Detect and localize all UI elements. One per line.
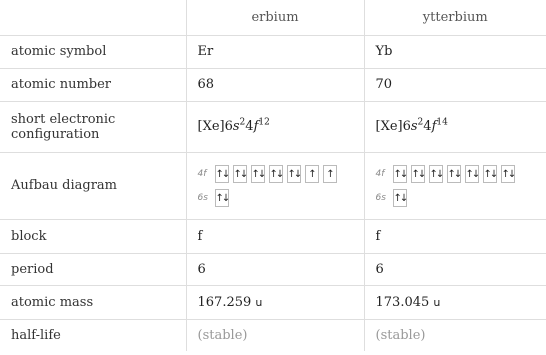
column-header-ytterbium: ytterbium [364, 0, 546, 35]
orbital-box: ↑↓ [411, 165, 425, 183]
row-aufbau-diagram [0, 152, 546, 219]
config-s: s [410, 119, 418, 134]
orbital-line-4f [198, 162, 353, 186]
row-period [0, 253, 546, 285]
orbital-box: ↑↓ [393, 189, 407, 207]
ytterbium-atomic-number: 70 [364, 68, 546, 101]
ytterbium-configuration [364, 101, 546, 152]
ytterbium-atomic-mass [364, 285, 546, 319]
orbital-line-6s [198, 186, 353, 210]
orbital-box: ↑↓ [215, 165, 229, 183]
config-f: f [253, 119, 259, 134]
header-row [0, 0, 546, 35]
orbital-box: ↑↓ [465, 165, 479, 183]
config-f-exponent: 14 [436, 117, 448, 128]
row-atomic-symbol [0, 35, 546, 68]
orbital-label: 4f [197, 168, 207, 179]
orbital-box: ↑↓ [215, 189, 229, 207]
orbital-label: 4f [375, 168, 385, 179]
config-f-exponent: 12 [258, 117, 270, 128]
ytterbium-block: f [364, 219, 546, 253]
orbital-box: ↑↓ [269, 165, 283, 183]
mass-value: 173.045 [375, 294, 430, 310]
row-label: atomic symbol [0, 35, 186, 68]
erbium-block: f [186, 219, 364, 253]
config-4: 4 [423, 119, 432, 134]
erbium-configuration [186, 101, 364, 152]
orbital-box: ↑↓ [483, 165, 497, 183]
config-s-exponent: 2 [417, 117, 424, 128]
row-atomic-mass [0, 285, 546, 319]
mass-unit: u [433, 295, 441, 309]
orbital-box: ↑↓ [287, 165, 301, 183]
config-f: f [431, 119, 437, 134]
erbium-aufbau-diagram [186, 152, 364, 219]
orbital-box: ↑↓ [233, 165, 247, 183]
row-label: block [0, 219, 186, 253]
erbium-period: 6 [186, 253, 364, 285]
config-core: [Xe]6 [375, 119, 411, 134]
erbium-half-life: (stable) [186, 319, 364, 351]
corner-cell [0, 0, 186, 35]
ytterbium-period: 6 [364, 253, 546, 285]
row-label: atomic mass [0, 285, 186, 319]
orbital-box: ↑ [323, 165, 337, 183]
orbital-box: ↑↓ [251, 165, 265, 183]
row-label: period [0, 253, 186, 285]
config-core: [Xe]6 [197, 119, 233, 134]
orbital-line-6s [376, 186, 536, 210]
config-4: 4 [245, 119, 254, 134]
column-header-erbium: erbium [186, 0, 364, 35]
row-label: atomic number [0, 68, 186, 101]
orbital-label: 6s [197, 192, 208, 203]
orbital-box: ↑↓ [447, 165, 461, 183]
config-s-exponent: 2 [239, 117, 246, 128]
mass-unit: u [255, 295, 263, 309]
ytterbium-symbol: Yb [364, 35, 546, 68]
erbium-atomic-mass [186, 285, 364, 319]
ytterbium-half-life: (stable) [364, 319, 546, 351]
orbital-box: ↑↓ [393, 165, 407, 183]
row-label: short electronic configuration [0, 101, 186, 152]
row-half-life [0, 319, 546, 351]
erbium-symbol: Er [186, 35, 364, 68]
orbital-box: ↑ [305, 165, 319, 183]
row-block [0, 219, 546, 253]
config-s: s [232, 119, 240, 134]
row-label: half-life [0, 319, 186, 351]
ytterbium-aufbau-diagram [364, 152, 546, 219]
erbium-atomic-number: 68 [186, 68, 364, 101]
orbital-line-4f [376, 162, 536, 186]
row-atomic-number [0, 68, 546, 101]
orbital-box: ↑↓ [501, 165, 515, 183]
mass-value: 167.259 [197, 294, 252, 310]
row-label: Aufbau diagram [0, 152, 186, 219]
orbital-box: ↑↓ [429, 165, 443, 183]
row-electronic-configuration [0, 101, 546, 152]
orbital-label: 6s [375, 192, 386, 203]
